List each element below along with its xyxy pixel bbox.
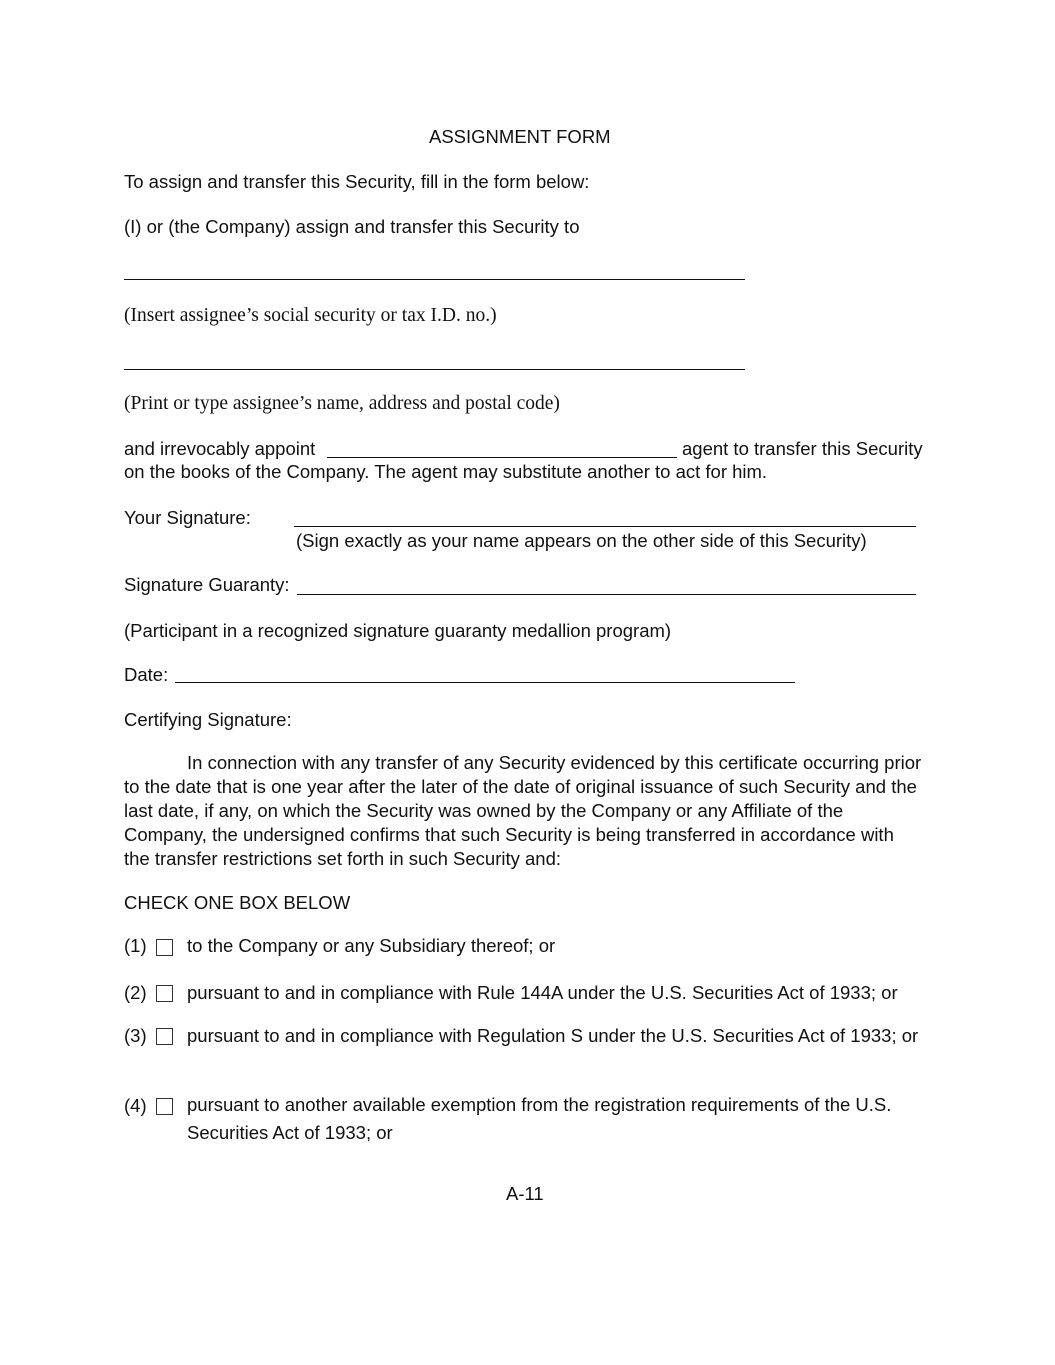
option-checkbox[interactable] (156, 1098, 173, 1115)
intro-text: To assign and transfer this Security, fill in the form below: (124, 171, 590, 192)
signature-field[interactable] (294, 526, 916, 527)
option-number: (2) (124, 982, 147, 1003)
ssn-caption: (Insert assignee’s social security or tax I.D. no.) (124, 305, 497, 326)
signature-guaranty-label: Signature Guaranty: (124, 574, 290, 595)
name-caption: (Print or type assignee’s name, address and postal code) (124, 393, 560, 414)
appoint-prefix: and irrevocably appoint (124, 438, 316, 459)
signature-guaranty-field[interactable] (297, 594, 916, 595)
guaranty-caption: (Participant in a recognized signature guaranty medallion program) (124, 620, 672, 641)
option-number: (3) (124, 1025, 147, 1046)
agent-name-field[interactable] (327, 457, 677, 458)
assignee-ssn-field[interactable] (124, 279, 745, 280)
option-text: pursuant to and in compliance with Rule 144A under the U.S. Securities Act of 1933; or (187, 982, 898, 1003)
option-checkbox[interactable] (156, 939, 173, 956)
assignee-name-field[interactable] (124, 369, 745, 370)
option-checkbox[interactable] (156, 1028, 173, 1045)
option-number: (1) (124, 935, 147, 956)
appoint-line-2: on the books of the Company. The agent may substitute another to act for him. (124, 461, 768, 482)
page-title: ASSIGNMENT FORM (429, 126, 611, 147)
certifying-paragraph: In connection with any transfer of any Security evidenced by this certificate occurring prior to the date that is one year after the later of the date of original issuance of such Security and the last date, if any, on which the Security was owned by the Company or any Affiliate of the Company, the undersigned confirms that such Security is being transferred in accordance with the transfer restrictions set forth in such Security and: (124, 752, 922, 869)
signature-caption: (Sign exactly as your name appears on the other side of this Security) (296, 530, 867, 551)
option-checkbox[interactable] (156, 985, 173, 1002)
option-text: pursuant to another available exemption from the registration requirements of the U.S. Securities Act of 1933; or (187, 1094, 892, 1143)
option-text: pursuant to and in compliance with Regulation S under the U.S. Securities Act of 1933; or (187, 1025, 919, 1046)
date-label: Date: (124, 664, 169, 685)
option-text: to the Company or any Subsidiary thereof; or (187, 935, 556, 956)
your-signature-label: Your Signature: (124, 507, 251, 528)
appoint-suffix: agent to transfer this Security (682, 438, 923, 459)
option-number: (4) (124, 1095, 147, 1116)
certifying-signature-label: Certifying Signature: (124, 709, 292, 730)
page-number: A-11 (506, 1183, 544, 1204)
assign-text: (I) or (the Company) assign and transfer this Security to (124, 216, 580, 237)
check-heading: CHECK ONE BOX BELOW (124, 892, 351, 913)
date-field[interactable] (175, 682, 795, 683)
